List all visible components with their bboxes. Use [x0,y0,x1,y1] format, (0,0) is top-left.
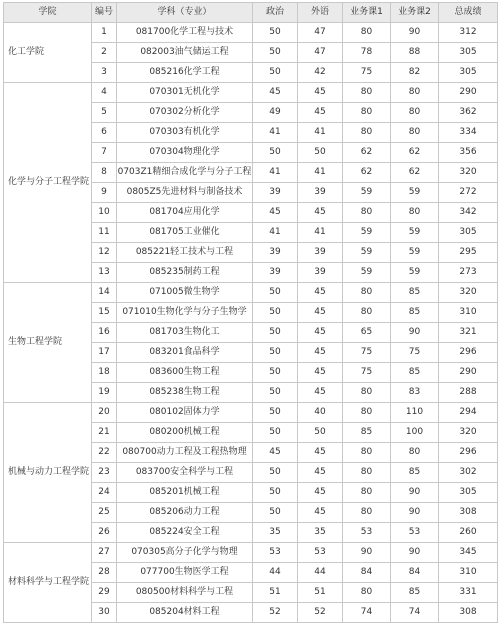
college-cell: 化学与分子工程学院 [4,83,92,283]
number-cell: 28 [92,563,117,583]
subject-2-cell: 59 [391,263,439,283]
number-cell: 9 [92,183,117,203]
politics-cell: 39 [253,183,298,203]
subject-2-cell: 75 [391,343,439,363]
major-cell: 085235制药工程 [117,263,253,283]
politics-cell: 50 [253,23,298,43]
total-score-cell: 321 [439,323,498,343]
major-cell: 085216化学工程 [117,63,253,83]
number-cell: 25 [92,503,117,523]
subject-2-cell: 88 [391,43,439,63]
subject-1-cell: 85 [343,423,391,443]
subject-2-cell: 83 [391,383,439,403]
politics-cell: 50 [253,303,298,323]
politics-cell: 45 [253,443,298,463]
number-cell: 13 [92,263,117,283]
subject-1-cell: 90 [343,543,391,563]
major-cell: 085221轻工技术与工程 [117,243,253,263]
subject-1-cell: 78 [343,43,391,63]
subject-1-cell: 80 [343,103,391,123]
number-cell: 6 [92,123,117,143]
number-cell: 1 [92,23,117,43]
foreign-language-cell: 41 [298,223,343,243]
foreign-language-cell: 45 [298,363,343,383]
total-score-cell: 296 [439,443,498,463]
total-score-cell: 342 [439,203,498,223]
number-cell: 12 [92,243,117,263]
subject-1-cell: 62 [343,143,391,163]
subject-2-cell: 85 [391,303,439,323]
subject-2-cell: 85 [391,583,439,603]
number-cell: 24 [92,483,117,503]
politics-cell: 49 [253,103,298,123]
politics-cell: 35 [253,523,298,543]
number-cell: 5 [92,103,117,123]
major-cell: 083600生物工程 [117,363,253,383]
number-cell: 20 [92,403,117,423]
number-cell: 29 [92,583,117,603]
major-cell: 080500材料科学与工程 [117,583,253,603]
total-score-cell: 334 [439,123,498,143]
foreign-language-cell: 41 [298,163,343,183]
subject-1-cell: 80 [343,443,391,463]
foreign-language-cell: 45 [298,443,343,463]
major-cell: 070304物理化学 [117,143,253,163]
college-cell: 生物工程学院 [4,283,92,403]
foreign-language-cell: 50 [298,423,343,443]
subject-2-cell: 62 [391,163,439,183]
politics-cell: 44 [253,563,298,583]
number-cell: 16 [92,323,117,343]
major-cell: 0703Z1精细合成化学与分子工程 [117,163,253,183]
total-score-cell: 296 [439,343,498,363]
foreign-language-cell: 45 [298,83,343,103]
number-cell: 3 [92,63,117,83]
subject-2-cell: 80 [391,203,439,223]
subject-1-cell: 80 [343,463,391,483]
major-cell: 083201食品科学 [117,343,253,363]
total-score-cell: 331 [439,583,498,603]
total-score-cell: 273 [439,263,498,283]
admission-score-table-container [3,2,498,623]
subject-1-cell: 74 [343,603,391,623]
subject-2-cell: 59 [391,223,439,243]
politics-cell: 41 [253,223,298,243]
foreign-language-cell: 53 [298,543,343,563]
total-score-cell: 320 [439,163,498,183]
total-score-cell: 362 [439,103,498,123]
foreign-language-cell: 50 [298,143,343,163]
politics-cell: 50 [253,43,298,63]
politics-cell: 50 [253,463,298,483]
subject-1-cell: 80 [343,503,391,523]
foreign-language-cell: 51 [298,583,343,603]
major-cell: 080102固体力学 [117,403,253,423]
number-cell: 4 [92,83,117,103]
subject-1-cell: 65 [343,323,391,343]
total-score-cell: 305 [439,223,498,243]
foreign-language-cell: 47 [298,23,343,43]
total-score-cell: 320 [439,423,498,443]
table-row [4,403,498,423]
total-score-cell: 305 [439,43,498,63]
foreign-language-cell: 45 [298,463,343,483]
total-score-cell: 308 [439,603,498,623]
subject-2-cell: 90 [391,503,439,523]
total-score-cell: 305 [439,63,498,83]
total-score-cell: 272 [439,183,498,203]
politics-cell: 50 [253,363,298,383]
number-cell: 7 [92,143,117,163]
major-cell: 085204材料工程 [117,603,253,623]
total-score-cell: 290 [439,83,498,103]
politics-cell: 51 [253,583,298,603]
total-score-cell: 302 [439,463,498,483]
major-cell: 080200机械工程 [117,423,253,443]
header-politics: 政治 [253,3,298,23]
subject-2-cell: 62 [391,143,439,163]
number-cell: 19 [92,383,117,403]
politics-cell: 50 [253,343,298,363]
number-cell: 23 [92,463,117,483]
subject-1-cell: 80 [343,483,391,503]
subject-1-cell: 75 [343,63,391,83]
foreign-language-cell: 40 [298,403,343,423]
major-cell: 070301无机化学 [117,83,253,103]
number-cell: 27 [92,543,117,563]
subject-2-cell: 74 [391,603,439,623]
subject-1-cell: 80 [343,283,391,303]
major-cell: 083700安全科学与工程 [117,463,253,483]
header-total-score: 总成绩 [439,3,498,23]
foreign-language-cell: 39 [298,243,343,263]
politics-cell: 50 [253,423,298,443]
subject-1-cell: 59 [343,223,391,243]
total-score-cell: 295 [439,243,498,263]
header-row [4,3,498,23]
politics-cell: 45 [253,203,298,223]
number-cell: 14 [92,283,117,303]
politics-cell: 52 [253,603,298,623]
header-subject-1: 业务课1 [343,3,391,23]
subject-1-cell: 59 [343,263,391,283]
politics-cell: 50 [253,283,298,303]
major-cell: 081700化学工程与技术 [117,23,253,43]
table-row [4,283,498,303]
subject-1-cell: 62 [343,163,391,183]
total-score-cell: 310 [439,303,498,323]
header-number: 编号 [92,3,117,23]
politics-cell: 50 [253,383,298,403]
politics-cell: 53 [253,543,298,563]
total-score-cell: 312 [439,23,498,43]
major-cell: 071005微生物学 [117,283,253,303]
table-row [4,83,498,103]
foreign-language-cell: 52 [298,603,343,623]
total-score-cell: 320 [439,283,498,303]
total-score-cell: 356 [439,143,498,163]
subject-1-cell: 84 [343,563,391,583]
foreign-language-cell: 39 [298,263,343,283]
major-cell: 070305高分子化学与物理 [117,543,253,563]
subject-2-cell: 85 [391,283,439,303]
foreign-language-cell: 45 [298,323,343,343]
subject-2-cell: 90 [391,483,439,503]
header-college: 学院 [4,3,92,23]
foreign-language-cell: 45 [298,283,343,303]
total-score-cell: 308 [439,503,498,523]
foreign-language-cell: 45 [298,483,343,503]
subject-1-cell: 80 [343,303,391,323]
foreign-language-cell: 45 [298,103,343,123]
subject-2-cell: 80 [391,123,439,143]
number-cell: 18 [92,363,117,383]
subject-1-cell: 80 [343,583,391,603]
number-cell: 10 [92,203,117,223]
number-cell: 30 [92,603,117,623]
politics-cell: 45 [253,83,298,103]
politics-cell: 50 [253,323,298,343]
foreign-language-cell: 39 [298,183,343,203]
number-cell: 21 [92,423,117,443]
subject-2-cell: 84 [391,563,439,583]
total-score-cell: 288 [439,383,498,403]
subject-1-cell: 80 [343,83,391,103]
foreign-language-cell: 47 [298,43,343,63]
politics-cell: 41 [253,163,298,183]
header-foreign-language: 外语 [298,3,343,23]
number-cell: 22 [92,443,117,463]
college-cell: 机械与动力工程学院 [4,403,92,543]
foreign-language-cell: 45 [298,343,343,363]
major-cell: 070303有机化学 [117,123,253,143]
subject-2-cell: 90 [391,23,439,43]
subject-1-cell: 80 [343,403,391,423]
subject-2-cell: 53 [391,523,439,543]
subject-2-cell: 80 [391,103,439,123]
admission-score-table [3,2,498,623]
politics-cell: 41 [253,123,298,143]
foreign-language-cell: 45 [298,503,343,523]
subject-2-cell: 110 [391,403,439,423]
total-score-cell: 290 [439,363,498,383]
foreign-language-cell: 45 [298,203,343,223]
subject-1-cell: 75 [343,363,391,383]
major-cell: 080700动力工程及工程热物理 [117,443,253,463]
table-body [4,23,498,623]
subject-1-cell: 80 [343,23,391,43]
college-cell: 化工学院 [4,23,92,83]
total-score-cell: 260 [439,523,498,543]
foreign-language-cell: 42 [298,63,343,83]
number-cell: 11 [92,223,117,243]
total-score-cell: 305 [439,483,498,503]
subject-2-cell: 80 [391,83,439,103]
foreign-language-cell: 45 [298,383,343,403]
major-cell: 081704应用化学 [117,203,253,223]
politics-cell: 50 [253,63,298,83]
subject-2-cell: 100 [391,423,439,443]
major-cell: 082003油气储运工程 [117,43,253,63]
subject-1-cell: 80 [343,203,391,223]
foreign-language-cell: 44 [298,563,343,583]
subject-1-cell: 75 [343,343,391,363]
major-cell: 077700生物医学工程 [117,563,253,583]
subject-1-cell: 80 [343,123,391,143]
number-cell: 15 [92,303,117,323]
number-cell: 17 [92,343,117,363]
major-cell: 0805Z5先进材料与制备技术 [117,183,253,203]
politics-cell: 50 [253,483,298,503]
major-cell: 085206动力工程 [117,503,253,523]
table-row [4,23,498,43]
number-cell: 2 [92,43,117,63]
major-cell: 085224安全工程 [117,523,253,543]
foreign-language-cell: 45 [298,303,343,323]
subject-1-cell: 59 [343,243,391,263]
total-score-cell: 310 [439,563,498,583]
subject-2-cell: 82 [391,63,439,83]
foreign-language-cell: 41 [298,123,343,143]
subject-2-cell: 80 [391,443,439,463]
major-cell: 070302分析化学 [117,103,253,123]
subject-1-cell: 53 [343,523,391,543]
subject-2-cell: 85 [391,463,439,483]
college-cell: 材料科学与工程学院 [4,543,92,623]
politics-cell: 50 [253,403,298,423]
major-cell: 081703生物化工 [117,323,253,343]
number-cell: 26 [92,523,117,543]
major-cell: 081705工业催化 [117,223,253,243]
politics-cell: 50 [253,503,298,523]
table-row [4,543,498,563]
subject-1-cell: 59 [343,183,391,203]
total-score-cell: 294 [439,403,498,423]
subject-2-cell: 85 [391,363,439,383]
subject-2-cell: 90 [391,323,439,343]
subject-2-cell: 59 [391,183,439,203]
total-score-cell: 345 [439,543,498,563]
subject-2-cell: 90 [391,543,439,563]
number-cell: 8 [92,163,117,183]
major-cell: 071010生物化学与分子生物学 [117,303,253,323]
header-major: 学科（专业） [117,3,253,23]
foreign-language-cell: 35 [298,523,343,543]
major-cell: 085201机械工程 [117,483,253,503]
header-subject-2: 业务课2 [391,3,439,23]
politics-cell: 39 [253,243,298,263]
subject-1-cell: 80 [343,383,391,403]
politics-cell: 50 [253,143,298,163]
politics-cell: 39 [253,263,298,283]
subject-2-cell: 59 [391,243,439,263]
major-cell: 085238生物工程 [117,383,253,403]
